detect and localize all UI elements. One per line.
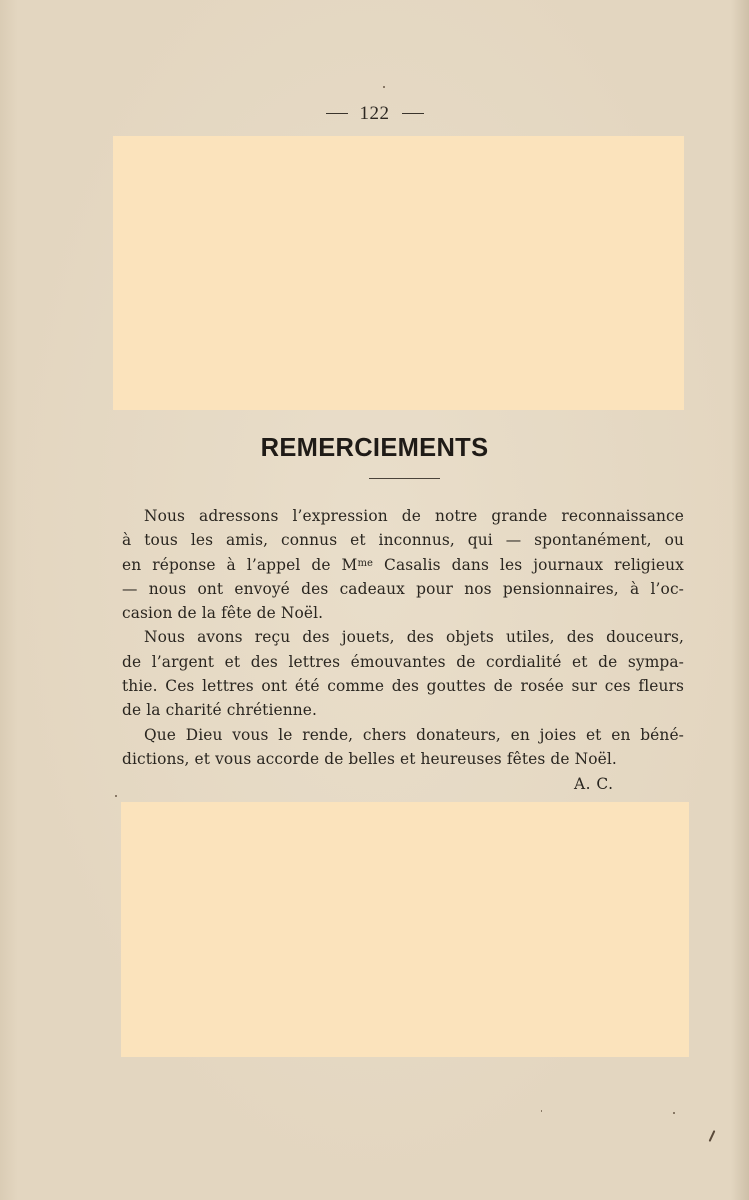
abbrev-base: M	[341, 555, 358, 574]
paper-speck	[673, 1112, 675, 1114]
text-line: Nous adressons l’expression de notre grande reconnaissance	[144, 507, 684, 525]
article-body	[122, 504, 684, 771]
paragraph-3	[122, 723, 684, 772]
page-number-dash-right	[402, 113, 424, 114]
text-line: à tous les amis, connus et inconnus, qui — spontanément, ou	[122, 531, 684, 550]
title-underline-rule	[369, 478, 440, 479]
text-line: de la charité chrétienne.	[122, 701, 318, 720]
paper-speck	[541, 1110, 542, 1112]
paper-scratch-mark	[709, 1130, 716, 1142]
signature-initials: A. C.	[574, 775, 614, 793]
page-number	[0, 103, 749, 125]
abbrev-superscript: me	[357, 557, 374, 569]
redacted-block-top	[113, 136, 684, 410]
paragraph-2	[122, 625, 684, 722]
text-line: dictions, et vous accorde de belles et heureuses fêtes de Noël.	[122, 749, 617, 768]
text-line: — nous ont envoyé des cadeaux pour nos pensionnaires, à l’oc-	[122, 579, 684, 598]
paper-speck	[115, 795, 117, 797]
abbrev-madame	[342, 556, 374, 574]
text-fragment: Casalis dans les journaux religieux	[373, 555, 684, 574]
paragraph-1	[122, 504, 684, 625]
text-line: Que Dieu vous le rende, chers donateurs, en joies et en béné-	[144, 725, 684, 744]
page-number-dash-left	[326, 113, 348, 114]
text-line: Nous avons reçu des jouets, des objets utiles, des douceurs,	[144, 628, 684, 647]
text-line	[122, 553, 684, 577]
text-line: casion de la fête de Noël.	[122, 604, 324, 623]
text-fragment: en réponse à l’appel de	[122, 555, 342, 574]
text-line: thie. Ces lettres ont été comme des gouttes de rosée sur ces fleurs	[122, 677, 684, 696]
text-line: de l’argent et des lettres émouvantes de cordialité et de sympa-	[122, 652, 684, 671]
page-number-value: 122	[359, 103, 390, 124]
redacted-block-bottom	[121, 802, 689, 1057]
article-title: REMERCIEMENTS	[260, 434, 489, 462]
paper-speck	[383, 86, 385, 88]
